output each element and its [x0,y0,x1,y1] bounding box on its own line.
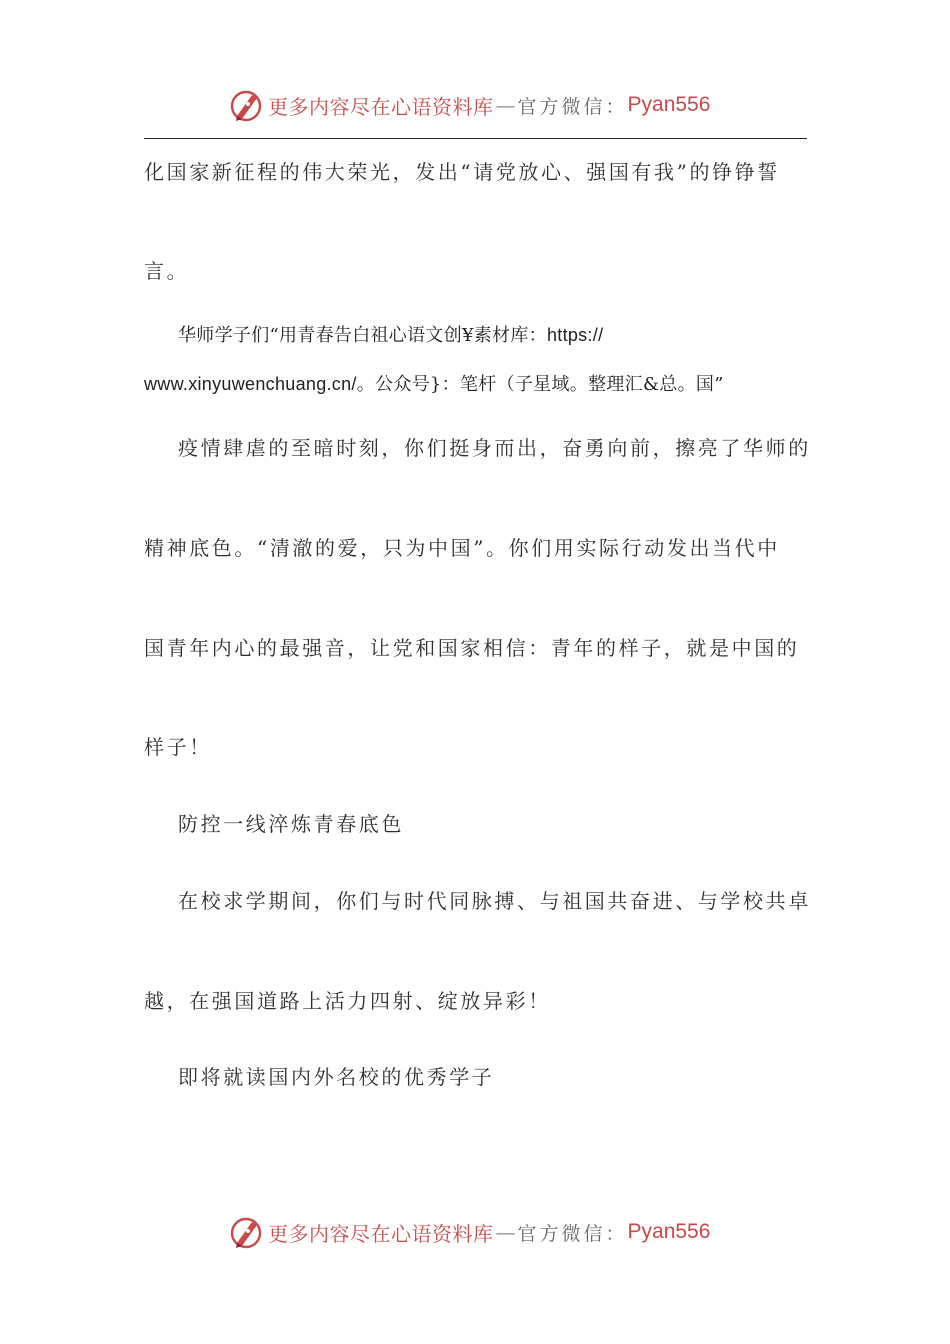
body-line: 疫情肆虐的至暗时刻，你们挺身而出，奋勇向前，擦亮了华师的 [178,436,811,460]
body-line: 化国家新征程的伟大荣光，发出“请党放心、强国有我”的铮铮誓 [144,160,780,184]
header-brand [228,80,710,130]
brand-wechat-id: Pyan556 [627,1220,711,1243]
body-line: 精神底色。“清澈的爱，只为中国”。你们用实际行动发出当代中 [144,536,780,560]
body-line: 言。 [144,259,190,283]
brand-text: 更多内容尽在心语资料库 [268,1221,494,1246]
brand-separator: — [495,93,516,117]
body-text: 华师学子们“用青春告白祖心语文创¥素材库： [178,325,547,346]
page-footer [0,1207,950,1257]
body-url-prefix: https:// [546,325,604,345]
brand-wechat-label: 官方微信： [517,95,628,118]
section-heading: 防控一线淬炼青春底色 [178,812,404,836]
brand-text: 更多内容尽在心语资料库 [268,94,494,119]
pen-logo-icon [228,87,264,123]
body-line: 样子！ [144,735,212,759]
page-header [0,80,950,130]
body-line: 在校求学期间，你们与时代同脉搏、与祖国共奋进、与学校共卓 [178,889,811,913]
footer-brand [228,1207,710,1257]
body-text: 。公众号}：笔杆（子星域。整理汇&总。国” [356,374,724,395]
body-line-mixed [178,322,603,349]
section-heading: 即将就读国内外名校的优秀学子 [178,1065,495,1089]
brand-wechat-id: Pyan556 [627,93,711,116]
body-line-mixed [144,371,724,398]
pen-logo-icon [228,1214,264,1250]
body-url: www.xinyuwenchuang.cn/ [144,374,357,394]
body-line: 国青年内心的最强音，让党和国家相信：青年的样子，就是中国的 [144,636,800,660]
body-line: 越，在强国道路上活力四射、绽放异彩！ [144,989,551,1013]
header-divider [144,138,807,139]
brand-wechat-label: 官方微信： [517,1222,628,1245]
brand-separator: — [495,1220,516,1244]
